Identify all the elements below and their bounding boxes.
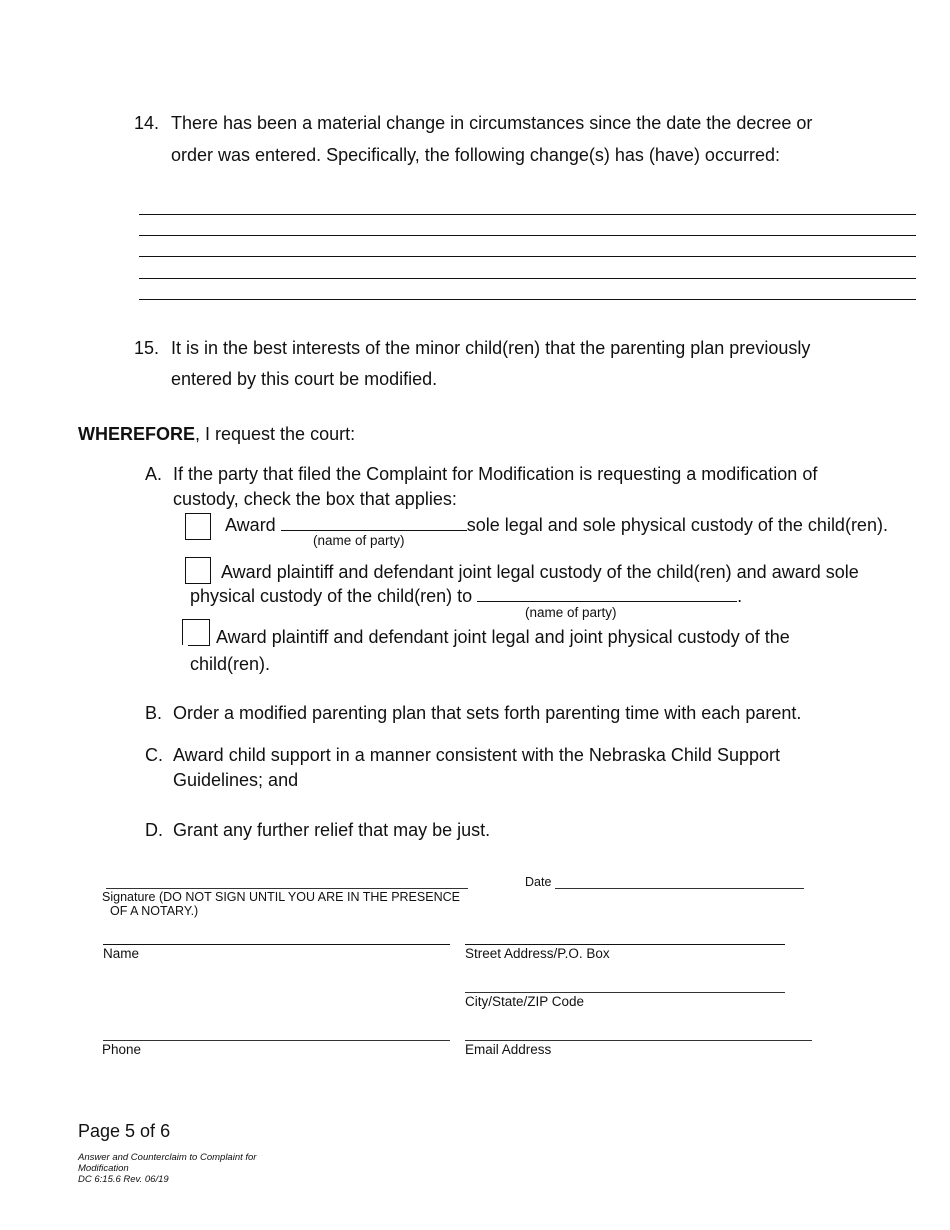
option-1-caption: (name of party) [313,533,405,548]
street-address-line[interactable] [465,944,785,945]
request-c-line-1: Award child support in a manner consistent with the Nebraska Child Support [173,745,780,765]
option-2-line-1: Award plaintiff and defendant joint legal custody of the child(ren) and award sole [221,562,859,582]
option-2-caption: (name of party) [525,605,617,620]
item-14-number: 14. [134,113,160,133]
request-c-line-2: Guidelines; and [173,770,299,790]
answer-line-2[interactable] [139,235,916,236]
request-c-letter: C. [145,745,163,765]
city-state-zip-label: City/State/ZIP Code [465,994,585,1009]
form-title-line-1: Answer and Counterclaim to Complaint for [78,1152,257,1163]
email-line[interactable] [465,1040,812,1041]
street-address-label: Street Address/P.O. Box [465,946,610,961]
request-d-letter: D. [145,820,163,840]
request-a-letter: A. [145,464,163,484]
signature-line[interactable] [106,888,468,889]
request-b-text: Order a modified parenting plan that sets forth parenting time with each parent. [173,703,802,723]
answer-line-5[interactable] [139,299,916,300]
answer-line-1[interactable] [139,214,916,215]
answer-line-3[interactable] [139,256,916,257]
item-15-number: 15. [134,338,160,358]
date-label: Date [525,875,552,889]
wherefore-bold: WHEREFORE [78,424,195,444]
joint-legal-sole-physical-checkbox[interactable] [185,557,211,584]
name-label: Name [103,946,140,961]
request-a-line-2: custody, check the box that applies: [173,489,457,509]
form-title-line-2: Modification [78,1163,129,1174]
joint-legal-joint-physical-checkbox[interactable] [182,619,210,645]
city-state-zip-line[interactable] [465,992,785,993]
option-3-checkbox-underline [188,645,210,646]
phone-label: Phone [102,1042,142,1057]
signature-label-line-1: Signature (DO NOT SIGN UNTIL YOU ARE IN THE PRESENCE [102,890,460,904]
option-1-prefix: Award [225,515,276,535]
sole-custody-checkbox[interactable] [185,513,211,540]
sole-physical-party-field[interactable] [477,585,737,602]
option-2-line-2 [190,585,742,607]
item-15-line-1: It is in the best interests of the minor child(ren) that the parenting plan previously [171,338,811,358]
signature-label-line-2: OF A NOTARY.) [110,904,199,918]
date-line[interactable] [555,888,804,889]
sole-custody-party-field[interactable] [281,514,467,531]
page-number: Page 5 of 6 [78,1121,171,1141]
name-line[interactable] [103,944,450,945]
option-2-suffix: . [737,586,743,606]
phone-line[interactable] [103,1040,450,1041]
item-14-line-2: order was entered. Specifically, the following change(s) has (have) occurred: [171,145,780,165]
wherefore-rest: , I request the court: [195,424,356,444]
item-14-line-1: There has been a material change in circumstances since the date the decree or [171,113,813,133]
request-a-line-1: If the party that filed the Complaint for Modification is requesting a modification of [173,464,818,484]
request-d-text: Grant any further relief that may be just. [173,820,491,840]
request-b-letter: B. [145,703,163,723]
answer-line-4[interactable] [139,278,916,279]
option-1-suffix: sole legal and sole physical custody of the child(ren). [466,515,888,535]
option-2-prefix: physical custody of the child(ren) to [190,586,473,606]
email-label: Email Address [465,1042,552,1057]
option-3-line-2: child(ren). [190,654,271,674]
option-3-line-1: Award plaintiff and defendant joint legal and joint physical custody of the [216,627,790,647]
wherefore-heading [78,424,355,445]
item-15-line-2: entered by this court be modified. [171,369,438,389]
form-code: DC 6:15.6 Rev. 06/19 [78,1174,169,1185]
